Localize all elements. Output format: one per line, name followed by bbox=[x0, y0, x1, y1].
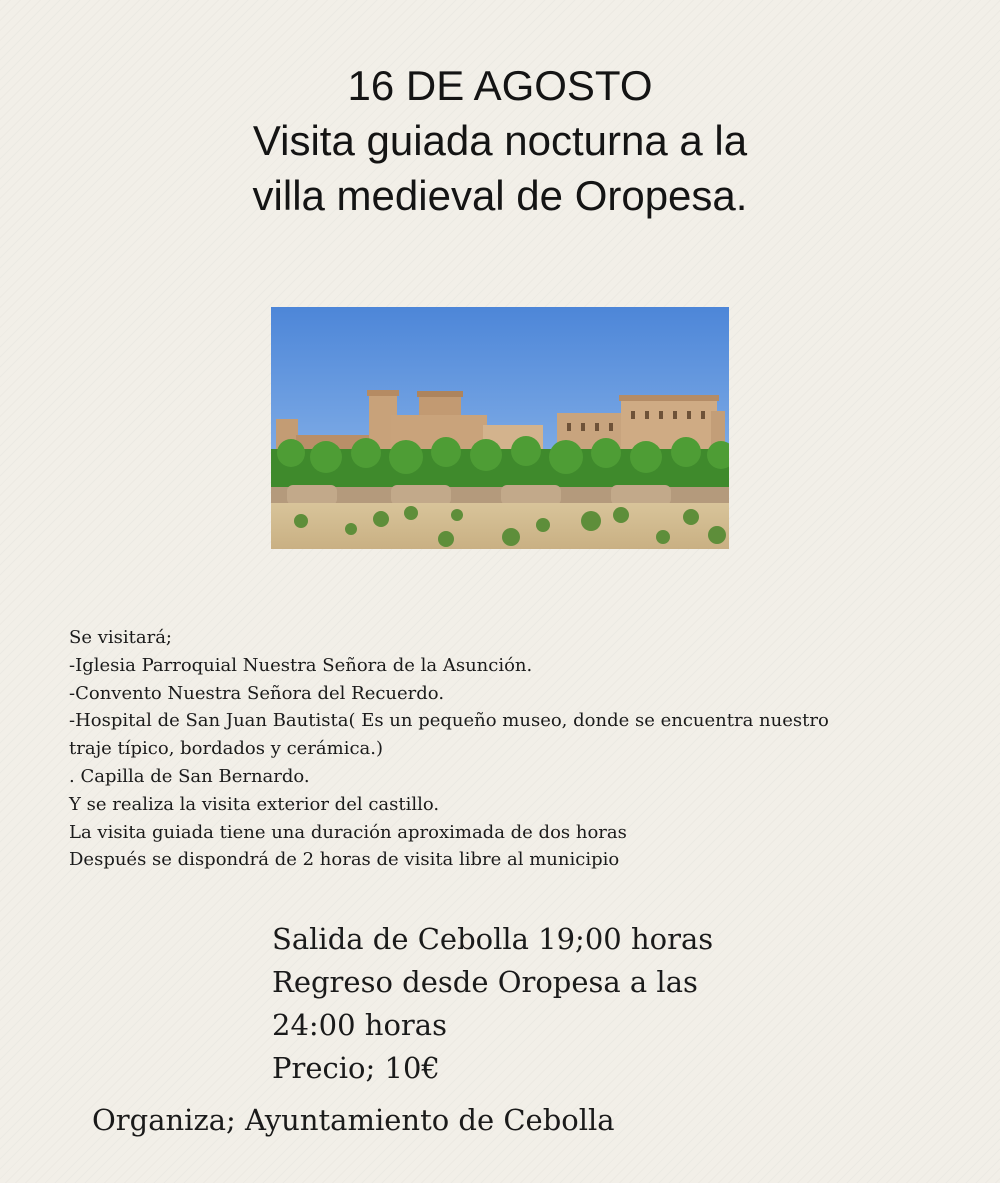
details-line: traje típico, bordados y cerámica.) bbox=[69, 738, 384, 760]
return-line-1: Regreso desde Oropesa a las bbox=[272, 965, 698, 999]
details-line: Después se dispondrá de 2 horas de visita libre al municipio bbox=[69, 849, 620, 871]
details-line: Se visitará; bbox=[69, 627, 172, 648]
organizer: Organiza; Ayuntamiento de Cebolla bbox=[92, 1103, 615, 1137]
details-line: -Iglesia Parroquial Nuestra Señora de la Asunción. bbox=[69, 654, 533, 676]
details-line: . Capilla de San Bernardo. bbox=[69, 765, 310, 787]
visit-details bbox=[69, 624, 949, 874]
details-line: -Hospital de San Juan Bautista( Es un pequeño museo, donde se encuentra nuestro bbox=[69, 710, 829, 732]
departure-time: Salida de Cebolla 19;00 horas bbox=[272, 922, 714, 956]
castle-photo bbox=[271, 307, 729, 549]
details-line: La visita guiada tiene una duración aproximada de dos horas bbox=[69, 821, 627, 843]
details-line: -Convento Nuestra Señora del Recuerdo. bbox=[69, 682, 445, 704]
title-line-2: villa medieval de Oropesa. bbox=[252, 172, 748, 219]
event-date: 16 DE AGOSTO bbox=[347, 62, 653, 109]
return-line-2: 24:00 horas bbox=[272, 1008, 447, 1042]
poster-title bbox=[0, 58, 1000, 223]
trip-info bbox=[272, 918, 713, 1090]
price: Precio; 10€ bbox=[272, 1051, 440, 1085]
details-line: Y se realiza la visita exterior del castillo. bbox=[69, 793, 440, 815]
title-line-1: Visita guiada nocturna a la bbox=[252, 117, 748, 164]
